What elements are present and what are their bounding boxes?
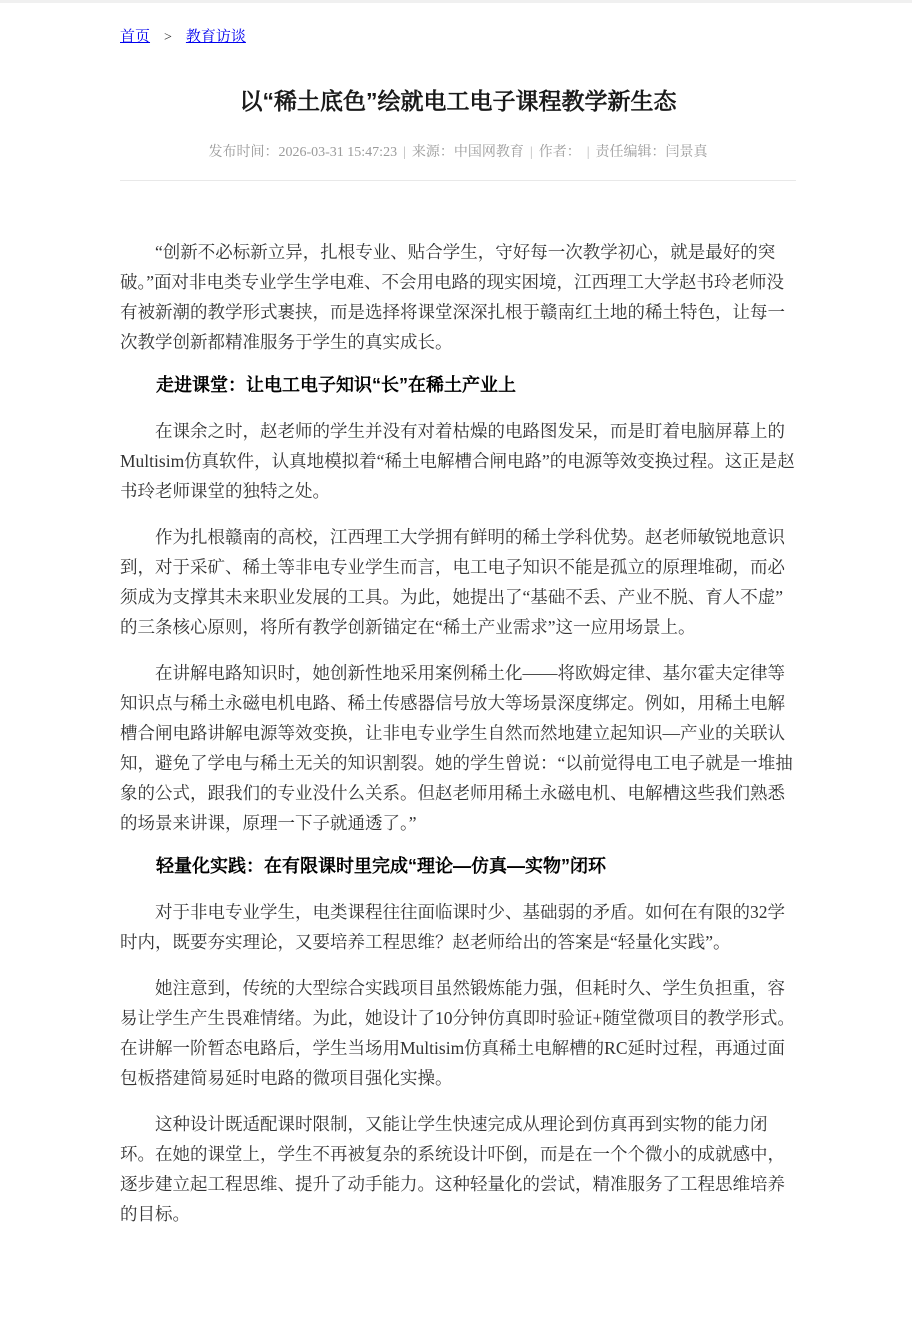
article-title: 以“稀土底色”绘就电工电子课程教学新生态 [239, 88, 677, 114]
publish-time-label: 发布时间： [208, 145, 279, 160]
meta-separator: | [529, 145, 533, 160]
publish-time-value: 2026-03-31 15:47:23 [278, 145, 398, 160]
editor-value: 闫景真 [665, 145, 708, 160]
article-section-heading: 轻量化实践：在有限课时里完成“理论—仿真—实物”闭环 [156, 856, 606, 876]
meta-separator: | [586, 145, 590, 160]
editor-label: 责任编辑： [595, 145, 666, 160]
breadcrumb-link-home[interactable]: 首页 [120, 29, 151, 45]
source-value: 中国网教育 [453, 145, 524, 160]
article-meta [120, 143, 796, 163]
article-body [120, 237, 796, 1229]
breadcrumb-separator: > [164, 30, 172, 45]
meta-divider-line [120, 180, 796, 181]
article-paragraph: 作为扎根赣南的高校，江西理工大学拥有鲜明的稀土学科优势。赵老师敏锐地意识到，对于采矿、稀土等非电专业学生而言，电工电子知识不能是孤立的原理堆砌，而必须成为支撑其未来职业发展的工具。为此，她提出了“基础不丢、产业不脱、育人不虚”的三条核心原则，将所有教学创新锚定在“稀土产业需求”这一应用场景上。 [120, 527, 785, 637]
article-paragraph: 这种设计既适配课时限制，又能让学生快速完成从理论到仿真再到实物的能力闭环。在她的课堂上，学生不再被复杂的系统设计吓倒，而是在一个个微小的成就感中，逐步建立起工程思维、提升了动手能力。这种轻量化的尝试，精准服务了工程思维培养的目标。 [120, 1114, 785, 1224]
meta-separator: | [403, 145, 406, 160]
source-label: 来源： [411, 145, 454, 160]
article-paragraph: 在课余之时，赵老师的学生并没有对着枯燥的电路图发呆，而是盯着电脑屏幕上的Multisim仿真软件，认真地模拟着“稀土电解槽合闸电路”的电源等效变换过程。这正是赵书玲老师课堂的独特之处。 [120, 421, 795, 501]
article-paragraph: 对于非电专业学生，电类课程往往面临课时少、基础弱的矛盾。如何在有限的32学时内，既要夯实理论，又要培养工程思维？赵老师给出的答案是“轻量化实践”。 [120, 902, 785, 952]
article-paragraph: 她注意到，传统的大型综合实践项目虽然锻炼能力强，但耗时久、学生负担重，容易让学生产生畏难情绪。为此，她设计了10分钟仿真即时验证+随堂微项目的教学形式。在讲解一阶暂态电路后，学生当场用Multisim仿真稀土电解槽的RC延时过程，再通过面包板搭建简易延时电路的微项目强化实操。 [120, 978, 795, 1088]
article-section-heading: 走进课堂：让电工电子知识“长”在稀土产业上 [156, 375, 516, 395]
author-label: 作者： [538, 145, 581, 160]
article-paragraph: “创新不必标新立异，扎根专业、贴合学生，守好每一次教学初心，就是最好的突破。”面对非电类专业学生学电难、不会用电路的现实困境，江西理工大学赵书玲老师没有被新潮的教学形式裹挟，而是选择将课堂深深扎根于赣南红土地的稀土特色，让每一次教学创新都精准服务于学生的真实成长。 [120, 242, 785, 352]
article-paragraph: 在讲解电路知识时，她创新性地采用案例稀土化——将欧姆定律、基尔霍夫定律等知识点与稀土永磁电机电路、稀土传感器信号放大等场景深度绑定。例如，用稀土电解槽合闸电路讲解电源等效变换，让非电专业学生自然而然地建立起知识—产业的关联认知，避免了学电与稀土无关的知识割裂。她的学生曾说：“以前觉得电工电子就是一堆抽象的公式，跟我们的专业没什么关系。但赵老师用稀土永磁电机、电解槽这些我们熟悉的场景来讲课，原理一下子就通透了。” [120, 663, 793, 833]
article-page [120, 3, 796, 1229]
breadcrumb [120, 3, 796, 48]
breadcrumb-link-section[interactable]: 教育访谈 [185, 29, 246, 45]
